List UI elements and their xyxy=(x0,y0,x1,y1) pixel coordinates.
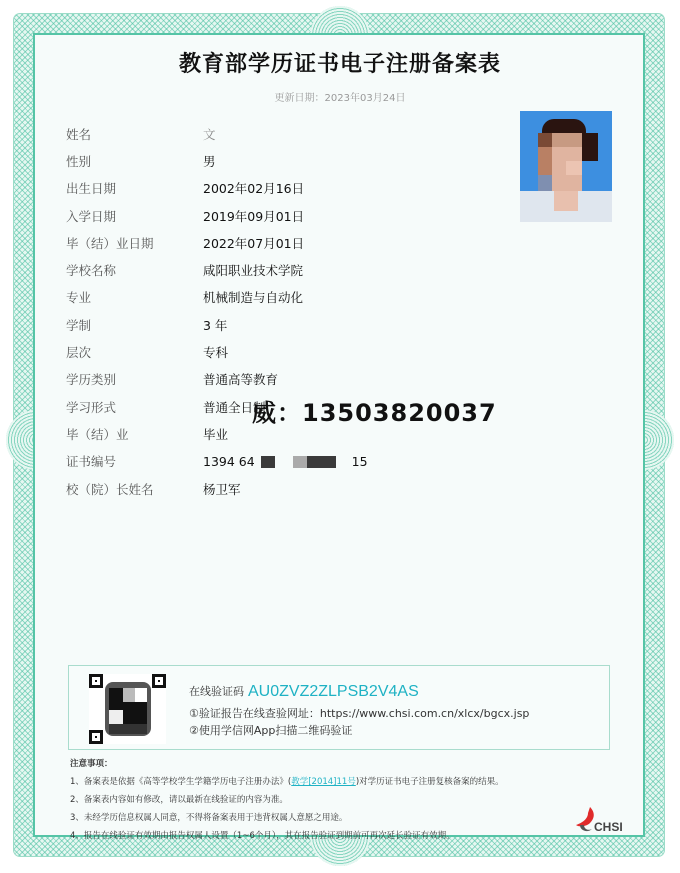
field-label: 层次 xyxy=(66,345,92,361)
row-birth-date xyxy=(66,175,368,202)
field-label: 证书编号 xyxy=(66,454,117,470)
certificate-number-prefix: 1394 64 xyxy=(203,453,255,469)
row-principal xyxy=(66,475,368,502)
field-value: 普通高等教育 xyxy=(203,372,279,388)
redaction-block xyxy=(261,456,275,468)
row-name xyxy=(66,120,368,147)
document-title: 教育部学历证书电子注册备案表 xyxy=(178,52,501,77)
field-value: 咸阳职业技术学院 xyxy=(203,263,304,279)
verify-url-line: ①验证报告在线查验网址：https://www.chsi.com.cn/xlcx/bgcx.jsp xyxy=(189,707,530,720)
note-item: 3、未经学历信息权属人同意，不得将备案表用于违背权属人意愿之用途。 xyxy=(70,813,348,823)
field-label: 出生日期 xyxy=(66,181,117,197)
row-graduation-date xyxy=(66,229,368,256)
regulation-link[interactable]: 教学[2014]11号 xyxy=(291,777,356,787)
qr-finder-icon xyxy=(89,730,103,744)
row-gender xyxy=(66,147,368,174)
verification-code-label: 在线验证码 xyxy=(189,685,244,698)
field-value xyxy=(203,454,368,469)
field-value: 文 xyxy=(203,126,216,142)
row-level xyxy=(66,338,368,365)
border-ornament-left xyxy=(6,410,36,470)
update-date: 更新日期：2023年03月24日 xyxy=(274,93,406,104)
field-label: 学制 xyxy=(66,317,92,333)
field-label: 姓名 xyxy=(66,126,92,142)
field-label: 入学日期 xyxy=(66,208,117,224)
field-label: 学习形式 xyxy=(66,399,117,415)
row-certificate-number xyxy=(66,448,368,475)
verification-code-line xyxy=(189,683,419,701)
field-label: 学校名称 xyxy=(66,263,117,279)
field-value: 专科 xyxy=(203,345,229,361)
redaction-block xyxy=(307,456,336,468)
field-label: 毕（结）业 xyxy=(66,426,129,442)
field-value: 2022年07月01日 xyxy=(203,235,305,251)
note-item: 4、报告在线验证有效期由报告权属人设置（1~6个月），其在报告验证到期前可再次延长验证有效期。 xyxy=(70,831,455,841)
note-text: )对学历证书电子注册复核备案的结果。 xyxy=(355,777,504,787)
verify-app-line: ②使用学信网App扫描二维码验证 xyxy=(189,724,353,737)
field-value: 2002年02月16日 xyxy=(203,181,305,197)
field-value: 毕业 xyxy=(203,426,229,442)
qr-code[interactable] xyxy=(89,674,166,744)
qr-finder-icon xyxy=(89,674,103,688)
row-enroll-date xyxy=(66,202,368,229)
field-value: 杨卫军 xyxy=(203,481,241,497)
field-value: 普通全日制 xyxy=(203,399,266,415)
verification-code: AU0ZVZ2ZLPSB2V4AS xyxy=(248,683,419,700)
info-table xyxy=(66,120,368,502)
notes-section xyxy=(70,757,504,847)
field-value: 男 xyxy=(203,153,216,169)
notes-title: 注意事项： xyxy=(70,759,113,769)
field-value: 2019年09月01日 xyxy=(203,208,305,224)
row-education-type xyxy=(66,366,368,393)
note-item: 2、备案表内容如有修改，请以最新在线验证的内容为准。 xyxy=(70,795,288,805)
row-major xyxy=(66,284,368,311)
pixelated-portrait-photo xyxy=(520,111,612,222)
field-value: 3 年 xyxy=(203,317,228,333)
certificate-number-suffix: 15 xyxy=(351,453,368,469)
row-duration xyxy=(66,311,368,338)
field-value: 机械制造与自动化 xyxy=(203,290,304,306)
field-label: 学历类别 xyxy=(66,372,117,388)
border-ornament-top xyxy=(310,6,370,36)
field-label: 专业 xyxy=(66,290,92,306)
qr-finder-icon xyxy=(152,674,166,688)
note-text: 1、备案表是依据《高等学校学生学籍学历电子注册办法》( xyxy=(70,777,292,787)
border-ornament-right xyxy=(644,410,674,470)
field-label: 校（院）长姓名 xyxy=(66,481,154,497)
field-label: 毕（结）业日期 xyxy=(66,235,154,251)
note-item xyxy=(70,775,504,787)
watermark-phone-overlay: 威：13503820037 xyxy=(252,399,497,427)
row-school xyxy=(66,256,368,283)
verification-box xyxy=(68,665,610,750)
field-label: 性别 xyxy=(66,153,92,169)
qr-mosaic xyxy=(105,682,151,736)
redaction-block xyxy=(293,456,307,468)
chsi-logo-text: CHSI xyxy=(594,820,623,834)
